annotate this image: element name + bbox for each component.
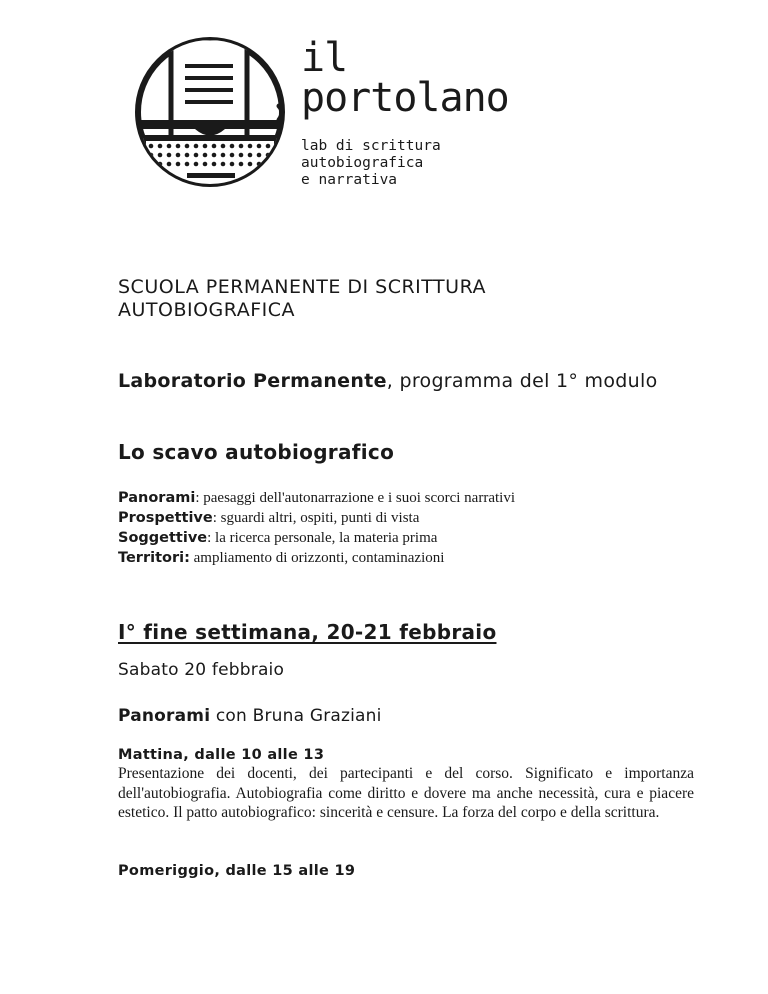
day-label: Sabato 20 febbraio bbox=[118, 660, 285, 680]
theme-name: Prospettive bbox=[118, 510, 213, 526]
lab-heading bbox=[118, 370, 678, 393]
theme-item bbox=[118, 528, 698, 548]
session-title bbox=[118, 705, 382, 727]
theme-desc: ampliamento di orizzonti, contaminazioni bbox=[193, 550, 445, 566]
logo-subtitle bbox=[301, 138, 441, 189]
theme-item bbox=[118, 508, 698, 528]
school-heading: SCUOLA PERMANENTE DI SCRITTURA AUTOBIOGRAFICA bbox=[118, 276, 487, 321]
theme-name: Territori: bbox=[118, 550, 190, 566]
theme-desc: sguardi altri, ospiti, punti di vista bbox=[220, 510, 420, 526]
theme-desc: paesaggi dell'autonarrazione e i suoi scorci narrativi bbox=[203, 490, 515, 506]
theme-name: Soggettive bbox=[118, 530, 208, 546]
logo bbox=[133, 20, 553, 210]
weekend-heading: I° fine settimana, 20-21 febbraio bbox=[118, 620, 497, 644]
logo-subtitle-line: lab di scrittura bbox=[301, 138, 441, 154]
module-title: Lo scavo autobiografico bbox=[118, 440, 395, 464]
theme-separator: : bbox=[207, 530, 216, 546]
morning-description: Presentazione dei docenti, dei partecipanti e del corso. Significato e importanza dell'autobiografia. Autobiografia come diritto e dovere ma anche necessità, cura e piacere estetico. Il patto autobiografico: sincerità e censure. La forza del corpo e della scrittura. bbox=[118, 765, 694, 821]
lab-heading-bold: Laboratorio Permanente bbox=[118, 370, 387, 392]
themes-list bbox=[118, 488, 698, 568]
theme-item bbox=[118, 548, 698, 568]
logo-name: portolano bbox=[301, 75, 509, 121]
theme-separator: : bbox=[195, 490, 204, 506]
afternoon-time: Pomeriggio, dalle 15 alle 19 bbox=[118, 863, 356, 879]
theme-desc: la ricerca personale, la materia prima bbox=[215, 530, 438, 546]
session-name: Panorami bbox=[118, 706, 211, 726]
theme-name: Panorami bbox=[118, 490, 196, 506]
session-teacher: con Bruna Graziani bbox=[210, 706, 382, 726]
theme-item bbox=[118, 488, 698, 508]
morning-time: Mattina, dalle 10 alle 13 bbox=[118, 747, 325, 763]
logo-subtitle-line: autobiografica bbox=[301, 155, 424, 171]
theme-separator: : bbox=[212, 510, 221, 526]
typewriter-icon bbox=[133, 20, 293, 200]
logo-subtitle-line: e narrativa bbox=[301, 172, 398, 188]
lab-heading-rest: , programma del 1° modulo bbox=[386, 370, 658, 392]
logo-il: il bbox=[301, 35, 348, 81]
